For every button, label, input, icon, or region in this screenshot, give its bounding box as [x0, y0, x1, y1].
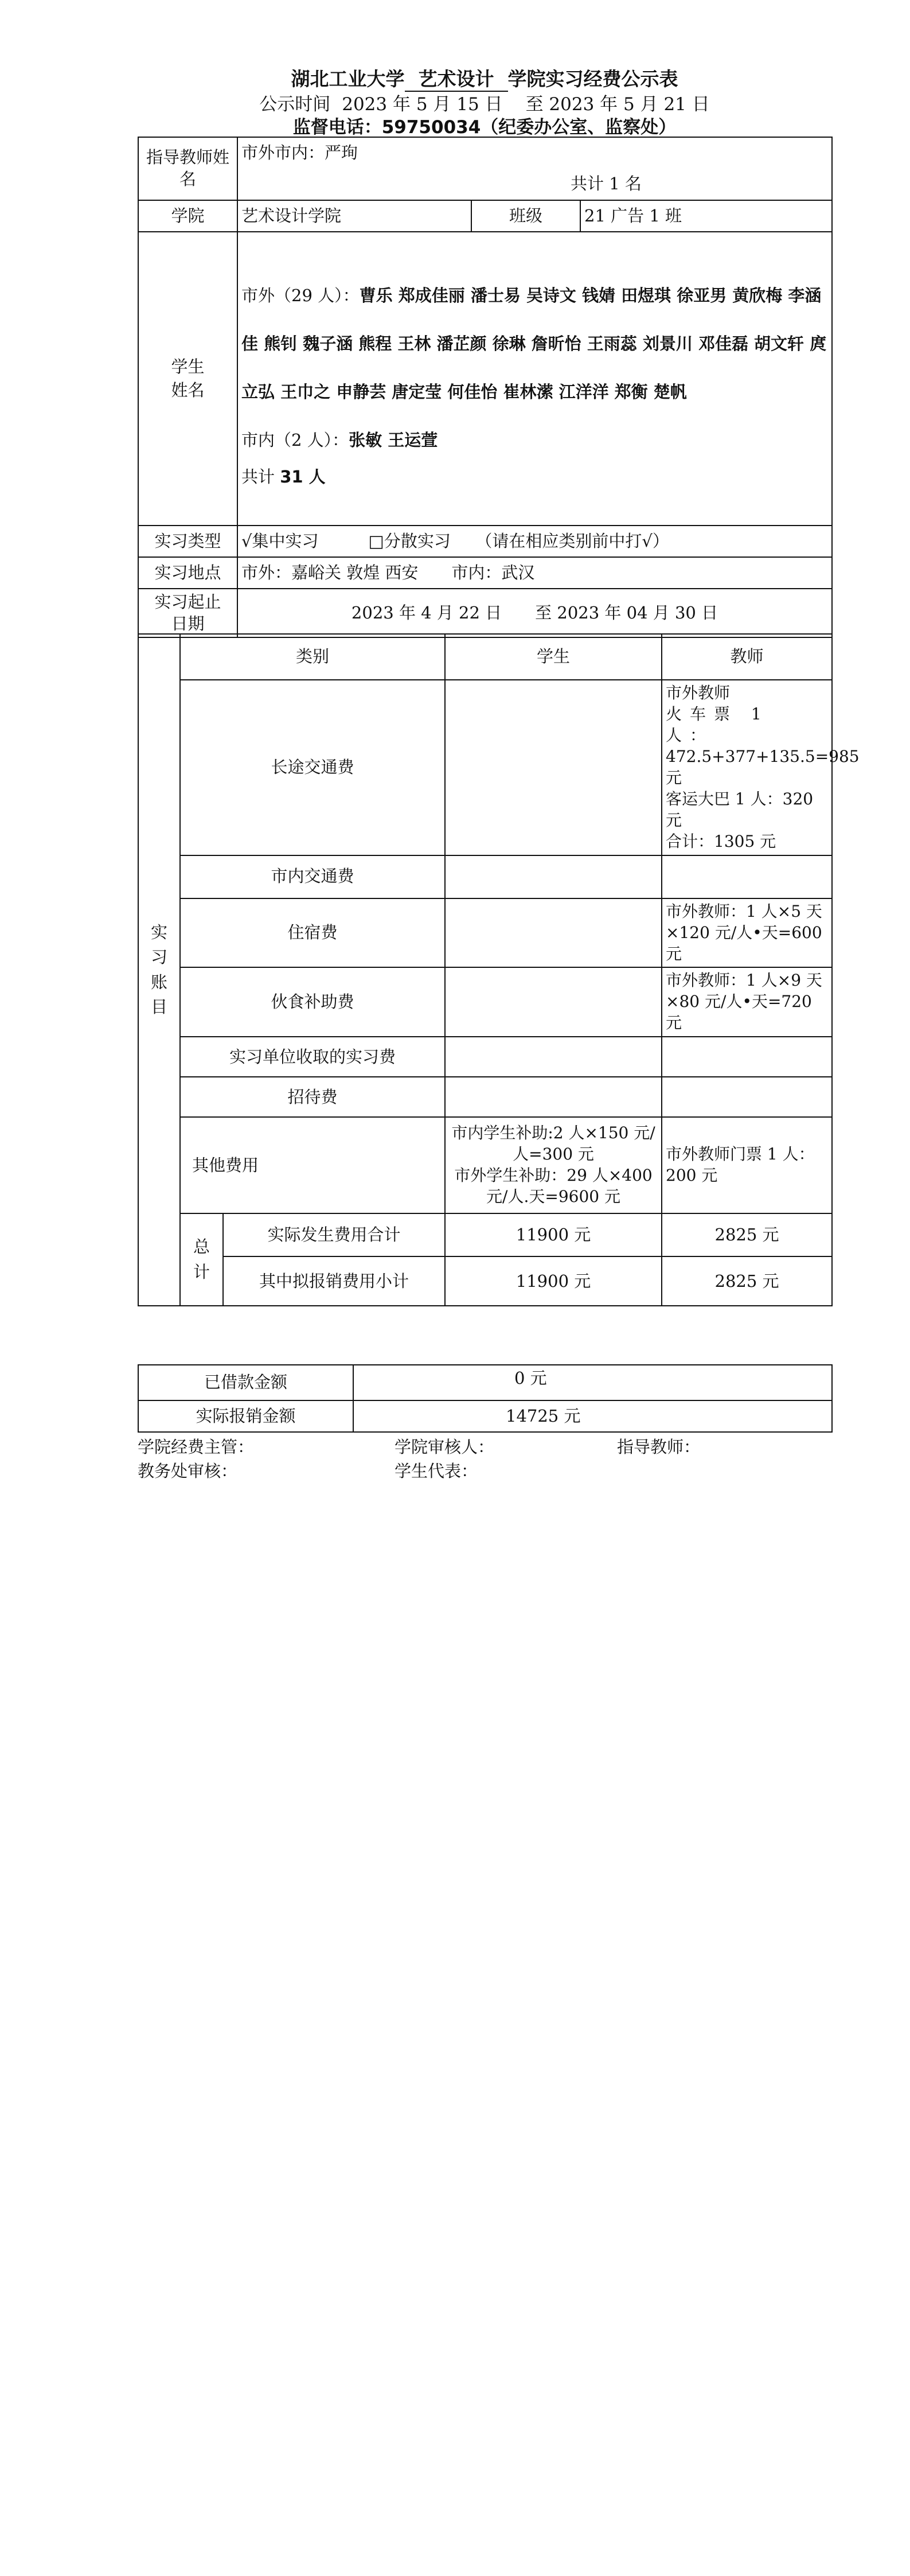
teacher-line: 客运大巴 1 人：320 元: [666, 789, 814, 830]
col-student: 学生: [445, 634, 662, 680]
students-total-value: 31 人: [280, 467, 326, 487]
ledger-table: [138, 633, 860, 1306]
location-label: 实习地点: [138, 557, 237, 589]
students-inner-names: 张敏 王运萱: [349, 430, 438, 450]
total-actual-student: 11900 元: [445, 1213, 662, 1256]
row-hospitality-teacher: [662, 1077, 832, 1117]
university-name: 湖北工业大学: [291, 68, 405, 90]
teacher-line: 市外教师: [666, 683, 731, 702]
total-actual-label: 实际发生费用合计: [223, 1213, 445, 1256]
college-fill: 艺术设计: [405, 68, 508, 92]
period-label-text: 实习起止日期: [154, 592, 221, 633]
sig-finance-head: 学院经费主管：: [138, 1437, 255, 1457]
total-reimburse-teacher: 2825 元: [662, 1256, 832, 1306]
summary-table: [138, 1364, 833, 1433]
row-other-teacher: 市外教师门票 1 人：200 元: [662, 1117, 832, 1213]
row-local-transport-label: 市内交通费: [180, 855, 445, 898]
row-lodging-teacher: 市外教师：1 人×5 天×120 元/人•天=600 元: [662, 898, 832, 968]
document-title: [138, 64, 831, 92]
class-value: 21 广告 1 班: [580, 200, 832, 232]
students-outer-prefix: 市外（29 人）：: [241, 286, 360, 305]
teacher-value: 市外市内：严珣: [237, 137, 832, 169]
row-meal-teacher: 市外教师：1 人×9 天×80 元/人•天=720 元: [662, 967, 832, 1037]
college-value: 艺术设计学院: [237, 200, 471, 232]
row-unit-fee-teacher: [662, 1037, 832, 1077]
teacher-total: 共计 1 名: [237, 169, 832, 200]
row-long-distance-student: [445, 680, 662, 855]
row-local-transport-student: [445, 855, 662, 898]
publish-time: [138, 90, 831, 115]
borrowed-value: 0 元: [353, 1365, 832, 1400]
row-meal-label: 伙食补助费: [180, 967, 445, 1037]
ledger-side-label: [138, 634, 180, 1306]
student-line: 市外学生补助：29 人×400 元/人.天=9600 元: [454, 1166, 653, 1207]
students-inner-prefix: 市内（2 人）：: [241, 430, 349, 450]
college-label: 学院: [138, 200, 237, 232]
publish-end: 至 2023 年 5 月 21 日: [525, 94, 710, 115]
period-value: 2023 年 4 月 22 日 至 2023 年 04 月 30 日: [237, 589, 832, 637]
students-total-prefix: 共计: [241, 467, 275, 487]
row-lodging-label: 住宿费: [180, 898, 445, 968]
info-table: [138, 137, 833, 638]
reimburse-label: 实际报销金额: [138, 1400, 353, 1432]
col-teacher: 教师: [662, 634, 832, 680]
type-value: √集中实习 □分散实习 （请在相应类别前中打√）: [237, 526, 832, 557]
students-outer-names: 曹乐 郑成佳丽 潘士易 吴诗文 钱婧 田煜琪 徐亚男 黄欣梅 李涵佳 熊钊 魏子涵 熊程 王林 潘芷颜 徐琳 詹昕怡 王雨蕊 刘景川 邓佳磊 胡文轩 庹立弘 王巾之 申静芸 唐定莹 何佳怡 崔林潆 江洋洋 郑衡 楚帆: [241, 286, 827, 402]
row-long-distance-label: 长途交通费: [180, 680, 445, 855]
row-unit-fee-label: 实习单位收取的实习费: [180, 1037, 445, 1077]
sig-academic-reviewer: 教务处审核：: [138, 1461, 238, 1481]
row-hospitality-student: [445, 1077, 662, 1117]
sig-college-reviewer: 学院审核人：: [395, 1437, 495, 1457]
total-label-text: 总计: [193, 1237, 210, 1282]
total-label: [180, 1213, 223, 1306]
student-line: 市内学生补助:2 人×150 元/人=300 元: [451, 1123, 655, 1164]
teacher-line: 472.5+377+135.5=985 元: [666, 746, 860, 787]
supervision-phone: 监督电话：59750034（纪委办公室、监察处）: [292, 117, 677, 138]
borrowed-label: 已借款金额: [138, 1365, 353, 1400]
sig-instructor: 指导教师：: [617, 1437, 701, 1457]
teacher-label: 指导教师姓名: [138, 137, 237, 200]
row-unit-fee-student: [445, 1037, 662, 1077]
ledger-side-text: 实习账目: [150, 922, 167, 1017]
row-lodging-student: [445, 898, 662, 968]
period-label: [138, 589, 237, 637]
class-label: 班级: [471, 200, 580, 232]
publish-start: 2023 年 5 月 15 日: [342, 94, 503, 115]
row-other-student: [445, 1117, 662, 1213]
student-label-text: 学生姓名: [171, 357, 205, 400]
sig-student-rep: 学生代表：: [395, 1461, 478, 1481]
row-meal-student: [445, 967, 662, 1037]
row-hospitality-label: 招待费: [180, 1077, 445, 1117]
total-reimburse-label: 其中拟报销费用小计: [223, 1256, 445, 1306]
student-names: [237, 232, 832, 526]
row-long-distance-teacher: [662, 680, 860, 855]
teacher-line: 合计：1305 元: [666, 831, 776, 851]
row-local-transport-teacher: [662, 855, 832, 898]
col-category: 类别: [180, 634, 445, 680]
teacher-line: 火车票 1 人：: [666, 704, 770, 745]
row-other-label: 其他费用: [180, 1117, 445, 1213]
location-value: 市外：嘉峪关 敦煌 西安 市内：武汉: [237, 557, 832, 589]
publish-label: 公示时间: [259, 94, 331, 115]
title-suffix: 学院实习经费公示表: [507, 68, 678, 90]
total-reimburse-student: 11900 元: [445, 1256, 662, 1306]
reimburse-value: 14725 元: [353, 1400, 832, 1432]
total-actual-teacher: 2825 元: [662, 1213, 832, 1256]
student-label: [138, 232, 237, 526]
type-label: 实习类型: [138, 526, 237, 557]
